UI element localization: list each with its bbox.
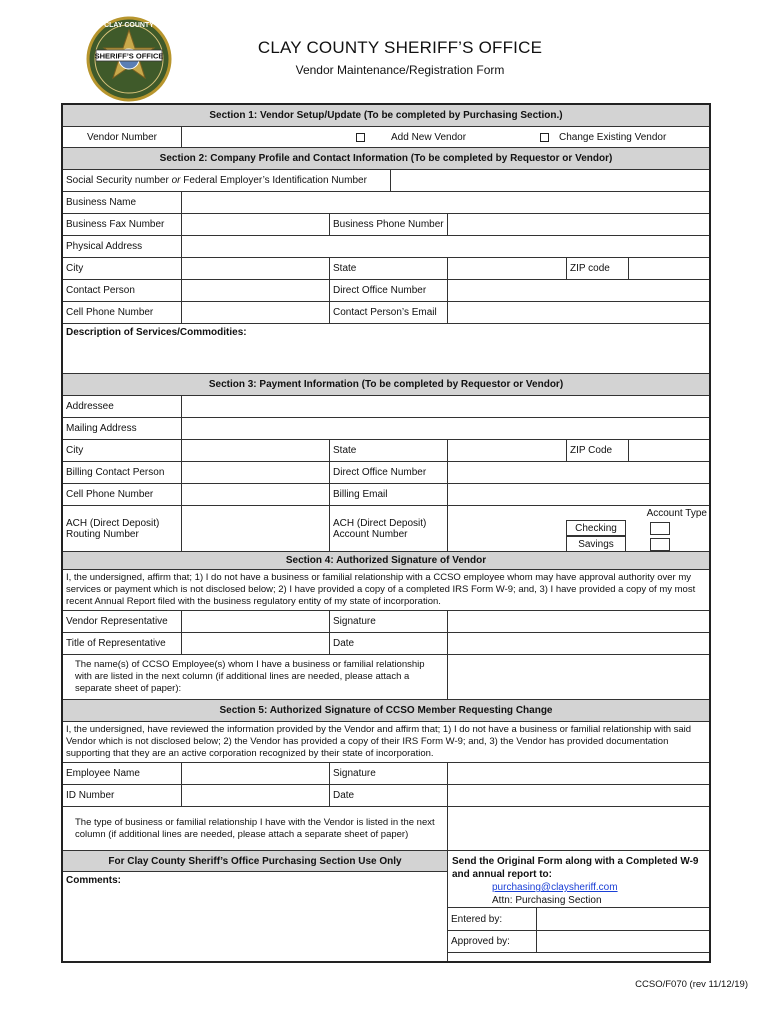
state-field[interactable]: [447, 258, 566, 279]
section-2-header: Section 2: Company Profile and Contact Information (To be completed by Requestor or Vendor): [63, 148, 709, 170]
attn-line: Attn: Purchasing Section: [492, 895, 602, 906]
office-use-section: [63, 851, 709, 961]
billing-email-row: [63, 484, 709, 506]
contact-row: [63, 280, 709, 302]
addressee-field[interactable]: [181, 396, 709, 417]
contact-person-field[interactable]: [181, 280, 329, 301]
billing-contact-row: [63, 462, 709, 484]
addressee-label: Addressee: [66, 401, 114, 412]
cell-email-row: [63, 302, 709, 324]
routing-field[interactable]: [181, 506, 329, 551]
office-right-column: [447, 851, 709, 961]
section-1-row: [63, 127, 709, 148]
billing-contact-label: Billing Contact Person: [66, 467, 165, 478]
rep-title-row: [63, 633, 709, 655]
cell-phone-field[interactable]: [181, 302, 329, 323]
vendor-number-field[interactable]: [181, 127, 291, 147]
send-line-1: Send the Original Form along with a Completed W-9: [452, 856, 699, 867]
account-label-line2: Account Number: [333, 528, 408, 540]
fax-field[interactable]: [181, 214, 329, 235]
pay-state-label: State: [329, 440, 447, 461]
member-date-label: Date: [329, 785, 447, 806]
send-line-2: and annual report to:: [452, 869, 552, 880]
physical-address-field[interactable]: [181, 236, 709, 257]
account-type-label: Account Type: [646, 508, 707, 519]
contact-person-label: Contact Person: [66, 285, 135, 296]
employee-names-label: The name(s) of CCSO Employee(s) whom I have a business or familial relationship with are listed in the next column (if additional lines are needed, please attach a separate sheet of paper):: [75, 659, 425, 694]
billing-email-field[interactable]: [447, 484, 709, 505]
member-signature-label: Signature: [329, 763, 447, 784]
business-name-row: [63, 192, 709, 214]
description-area[interactable]: [63, 324, 709, 374]
id-number-label: ID Number: [66, 790, 115, 801]
relationship-type-row: [63, 807, 709, 851]
vendor-form: [61, 103, 711, 963]
vendor-signature-field[interactable]: [447, 611, 709, 632]
savings-label: Savings: [566, 536, 626, 552]
employee-names-row: [63, 655, 709, 700]
pay-cell-label: Cell Phone Number: [66, 489, 154, 500]
pay-zip-field[interactable]: [628, 440, 709, 461]
entered-by-label: Entered by:: [451, 913, 503, 925]
account-type-group: [566, 506, 709, 551]
page-subtitle: Vendor Maintenance/Registration Form: [295, 63, 505, 77]
approved-by-row: [448, 930, 709, 953]
ssn-row: [63, 170, 709, 192]
physical-address-row: [63, 236, 709, 258]
member-date-field[interactable]: [447, 785, 709, 806]
billing-email-label: Billing Email: [329, 484, 447, 505]
vendor-signature-label: Signature: [329, 611, 447, 632]
ssn-label: [63, 170, 390, 191]
fax-phone-row: [63, 214, 709, 236]
mailing-field[interactable]: [181, 418, 709, 439]
pay-state-field[interactable]: [447, 440, 566, 461]
section-4-header: Section 4: Authorized Signature of Vendor: [63, 552, 709, 570]
entered-by-row: [448, 907, 709, 931]
approved-by-field[interactable]: [536, 930, 709, 952]
routing-label: [63, 506, 181, 551]
ssn-label-part2: Federal Employer’s Identification Number: [183, 175, 367, 186]
vendor-affirmation-text: I, the undersigned, affirm that; 1) I do not have a business or familial relationship with a CCSO employee whom may have approval authority over my services or payment which is not disclosed below; 2) I have provided a copy of a completed IRS Form W-9; and, 3) I have provided a copy of my most recent Annual Report filed with the business regulatory entity of my state of incorporation.: [63, 570, 709, 611]
pay-city-label: City: [66, 445, 84, 456]
contact-email-field[interactable]: [447, 302, 709, 323]
employee-name-row: [63, 763, 709, 785]
send-address: [448, 881, 709, 907]
billing-contact-field[interactable]: [181, 462, 329, 483]
change-existing-vendor-label: Change Existing Vendor: [559, 131, 667, 143]
pay-city-field[interactable]: [181, 440, 329, 461]
vendor-rep-row: [63, 611, 709, 633]
entered-by-field[interactable]: [536, 908, 709, 930]
page-title: CLAY COUNTY SHERIFF’S OFFICE: [257, 38, 543, 57]
mailing-row: [63, 418, 709, 440]
phone-field[interactable]: [447, 214, 709, 235]
routing-label-line1: ACH (Direct Deposit): [66, 517, 160, 529]
add-new-vendor-option[interactable]: [353, 127, 553, 147]
employee-name-label: Employee Name: [66, 768, 140, 779]
vendor-number-label: Vendor Number: [86, 131, 158, 143]
office-left-column: [63, 851, 447, 961]
relationship-type-field[interactable]: [447, 807, 709, 850]
vendor-rep-label: Vendor Representative: [66, 616, 168, 627]
id-number-row: [63, 785, 709, 807]
approved-by-label: Approved by:: [451, 935, 510, 947]
vendor-date-label: Date: [329, 633, 447, 654]
addressee-row: [63, 396, 709, 418]
id-number-field[interactable]: [181, 785, 329, 806]
badge-banner-text: SHERIFF’S OFFICE: [94, 51, 164, 61]
savings-checkbox[interactable]: [650, 538, 670, 551]
rep-title-label: Title of Representative: [66, 638, 166, 649]
add-new-vendor-label: Add New Vendor: [391, 131, 467, 143]
checking-checkbox[interactable]: [650, 522, 670, 535]
business-name-label: Business Name: [66, 197, 137, 208]
badge-top-text: CLAY COUNTY: [104, 22, 154, 29]
city-label: City: [66, 263, 84, 274]
routing-label-line2: Routing Number: [66, 528, 139, 540]
contact-email-label: Contact Person’s Email: [329, 302, 447, 323]
change-existing-vendor-checkbox[interactable]: [540, 133, 549, 142]
relationship-type-label: The type of business or familial relationship I have with the Vendor is listed in the next column (if additional lines are needed, please attach a separate sheet of paper): [75, 816, 435, 840]
ssn-label-or: or: [171, 175, 181, 186]
account-label-line1: ACH (Direct Deposit): [333, 517, 427, 529]
change-existing-vendor-option[interactable]: [537, 127, 713, 147]
physical-address-label: Physical Address: [66, 241, 143, 252]
direct-office-label: Direct Office Number: [329, 280, 447, 301]
add-new-vendor-checkbox[interactable]: [356, 133, 365, 142]
state-label: State: [329, 258, 447, 279]
comments-label: Comments:: [66, 875, 122, 886]
section-3-header: Section 3: Payment Information (To be completed by Requestor or Vendor): [63, 374, 709, 396]
member-affirmation-text: I, the undersigned, have reviewed the information provided by the Vendor and affirm that; 1) I do not have a business or familial relationship with said Vendor which is not disclosed below; 2) the Vendor has provided a copy of their IRS Form W-9; and, 3) the Vendor has provided documentation supporting that they are an active corporation recognized by their state of incorporation.: [63, 722, 709, 763]
rep-title-field[interactable]: [181, 633, 329, 654]
pay-cell-field[interactable]: [181, 484, 329, 505]
vendor-rep-field[interactable]: [181, 611, 329, 632]
pay-city-row: [63, 440, 709, 462]
city-state-zip-row: [63, 258, 709, 280]
description-label: Description of Services/Commodities:: [66, 327, 247, 338]
cell-phone-label: Cell Phone Number: [66, 307, 154, 318]
account-field[interactable]: [447, 506, 566, 551]
send-instructions: [448, 851, 709, 881]
account-label: [329, 506, 447, 551]
direct-office-field[interactable]: [447, 280, 709, 301]
sheriff-badge-logo: [86, 16, 172, 102]
pay-zip-label: ZIP Code: [566, 440, 628, 461]
fax-label: Business Fax Number: [66, 219, 165, 230]
zip-field[interactable]: [628, 258, 709, 279]
phone-label: Business Phone Number: [329, 214, 447, 235]
pay-direct-label: Direct Office Number: [329, 462, 447, 483]
section-1-header: Section 1: Vendor Setup/Update (To be completed by Purchasing Section.): [63, 105, 709, 127]
checking-label: Checking: [566, 520, 626, 536]
employee-name-field[interactable]: [181, 763, 329, 784]
business-name-field[interactable]: [181, 192, 709, 213]
pay-direct-field[interactable]: [447, 462, 709, 483]
office-use-header: For Clay County Sheriff’s Office Purchasing Section Use Only: [63, 851, 447, 872]
vendor-date-field[interactable]: [447, 633, 709, 654]
mailing-label: Mailing Address: [66, 423, 137, 434]
section-5-header: Section 5: Authorized Signature of CCSO Member Requesting Change: [63, 700, 709, 722]
employee-names-field[interactable]: [447, 655, 709, 699]
form-code: CCSO/F070 (rev 11/12/19): [635, 979, 748, 990]
purchasing-email-link[interactable]: purchasing@claysheriff.com: [492, 882, 618, 893]
zip-label: ZIP code: [566, 258, 628, 279]
city-field[interactable]: [181, 258, 329, 279]
ach-row: [63, 506, 709, 552]
ssn-label-part1: Social Security number: [66, 175, 169, 186]
ssn-field[interactable]: [390, 170, 709, 191]
member-signature-field[interactable]: [447, 763, 709, 784]
